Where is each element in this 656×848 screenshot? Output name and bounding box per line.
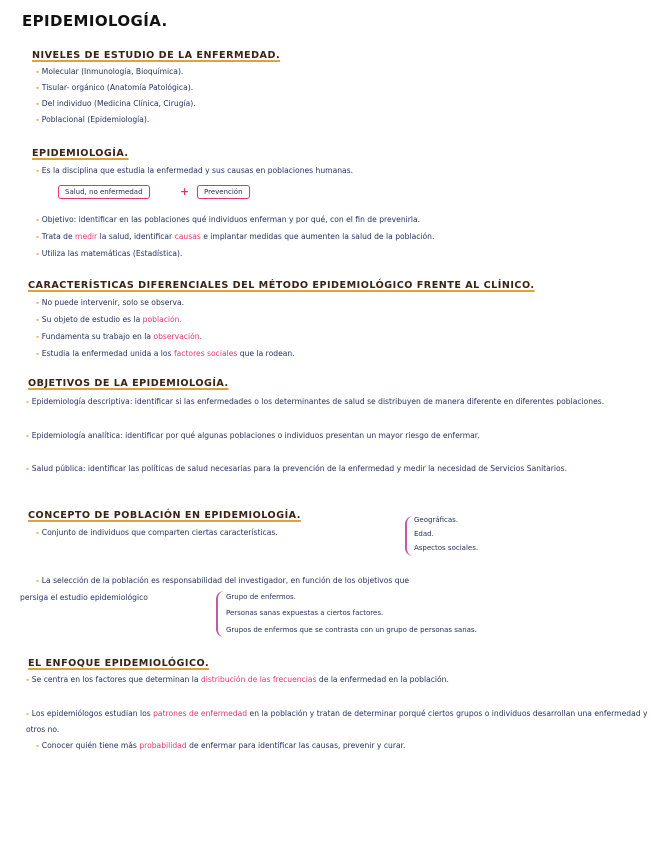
heading-concepto-poblacion: CONCEPTO DE POBLACIÓN EN EPIDEMIOLOGÍA. (28, 510, 301, 521)
prevencion-box: Prevención (197, 185, 250, 199)
paragraph-analitica: - Epidemiología analítica: identificar por qué algunas poblaciones o individuos presentan un mayor riesgo de enfermar. (26, 431, 480, 440)
brace (216, 591, 224, 637)
paragraph-descriptiva: - Epidemiología descriptiva: identificar si las enfermedades o los determinantes de salud se distribuyen de manera diferente en diferentes poblaciones. (26, 397, 605, 406)
list-item: - Fundamenta su trabajo en la observación. (36, 332, 202, 341)
brace (405, 516, 413, 556)
heading-epidemiologia: EPIDEMIOLOGÍA. (32, 148, 129, 159)
page-title: EPIDEMIOLOGÍA. (22, 12, 168, 30)
brace-item: Aspectos sociales. (414, 544, 479, 552)
brace-item: Grupos de enfermos que se contrasta con un grupo de personas sanas. (226, 626, 477, 634)
brace-item: Geográficas. (414, 516, 459, 524)
list-item: - Su objeto de estudio es la población. (36, 315, 182, 324)
paragraph-se-centra: - Se centra en los factores que determinan la distribución de las frecuencias de la enfermedad en la población. (26, 675, 449, 684)
heading-caracteristicas: CARACTERÍSTICAS DIFERENCIALES DEL MÉTODO EPIDEMIOLÓGICO FRENTE AL CLÍNICO. (28, 280, 535, 291)
persiga-line: persiga el estudio epidemiológico (20, 593, 148, 602)
paragraph-salud-publica: - Salud pública: identificar las políticas de salud necesarias para la prevención de la enfermedad y medir la necesidad de Servicios Sanitarios. (26, 464, 568, 473)
definition-line: - Es la disciplina que estudia la enfermedad y sus causas en poblaciones humanas. (36, 166, 354, 175)
list-item: - No puede intervenir, solo se observa. (36, 298, 185, 307)
conjunto-line: - Conjunto de individuos que comparten ciertas características. (36, 528, 278, 537)
objetivo-line: - Objetivo: identificar en las poblaciones qué individuos enferman y por qué, con el fin de prevenirla. (36, 215, 421, 224)
trata-line: - Trata de medir la salud, identificar causas e implantar medidas que aumenten la salud de la población. (36, 232, 435, 241)
list-item: - Estudia la enfermedad unida a los factores sociales que la rodean. (36, 349, 295, 358)
brace-item: Edad. (414, 530, 434, 538)
heading-niveles: NIVELES DE ESTUDIO DE LA ENFERMEDAD. (32, 50, 281, 61)
seleccion-line: - La selección de la población es responsabilidad del investigador, en función de los objetivos que (36, 576, 410, 585)
list-item: - Molecular (Inmunología, Bioquímica). (36, 67, 184, 76)
paragraph-epidemiologos: - Los epidemiólogos estudian los patrones de enfermedad en la población y tratan de determinar porqué ciertos grupos o individuos desarrollan una enfermedad y otros no. (26, 709, 648, 734)
brace-item: Grupo de enfermos. (226, 593, 296, 601)
paragraph-conocer: - Conocer quién tiene más probabilidad de enfermar para identificar las causas, prevenir y curar. (36, 741, 406, 750)
utiliza-line: - Utiliza las matemáticas (Estadística). (36, 249, 183, 258)
list-item: - Del individuo (Medicina Clínica, Cirugía). (36, 99, 196, 108)
salud-box: Salud, no enfermedad (58, 185, 150, 199)
brace-item: Personas sanas expuestas a ciertos factores. (226, 609, 384, 617)
list-item: - Poblacional (Epidemiología). (36, 115, 150, 124)
heading-enfoque: EL ENFOQUE EPIDEMIOLÓGICO. (28, 658, 210, 669)
list-item: - Tisular- orgánico (Anatomía Patológica). (36, 83, 194, 92)
plus-sign: + (180, 185, 190, 198)
heading-objetivos: OBJETIVOS DE LA EPIDEMIOLOGÍA. (28, 378, 229, 389)
